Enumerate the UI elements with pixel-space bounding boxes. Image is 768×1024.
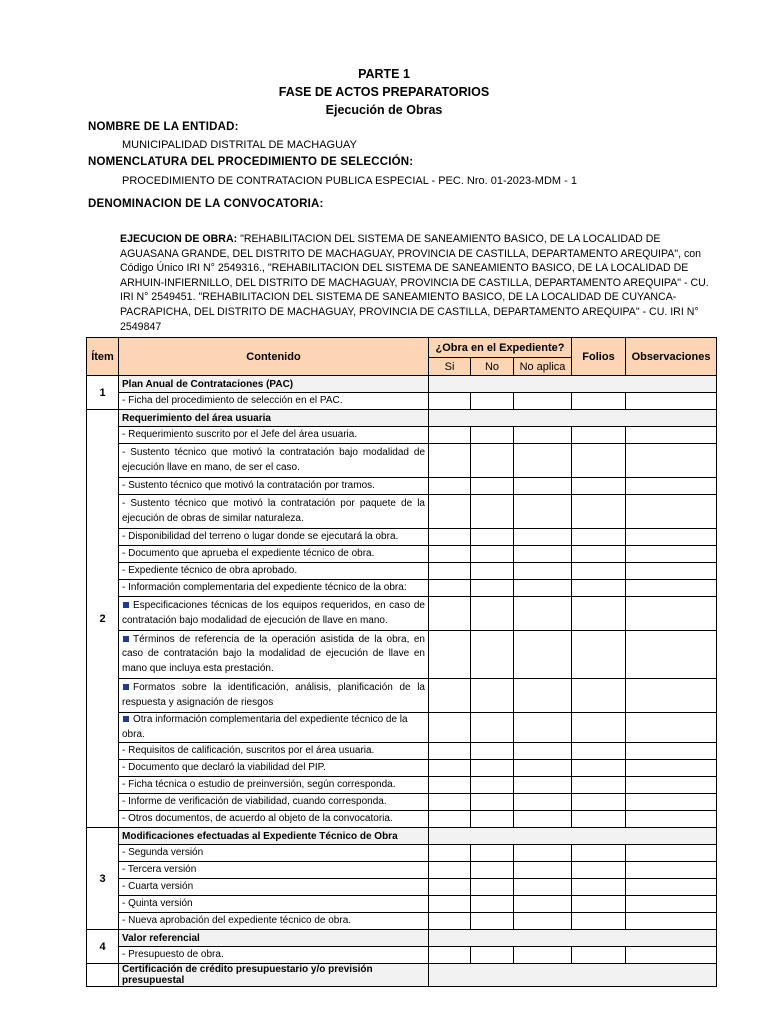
section-number: 2 <box>87 410 119 828</box>
section-title: Valor referencial <box>119 930 429 947</box>
no-cell[interactable] <box>471 777 514 794</box>
section-blank <box>429 410 717 427</box>
na-cell[interactable] <box>514 760 572 777</box>
yes-cell[interactable] <box>429 495 471 529</box>
no-cell[interactable] <box>471 478 514 495</box>
table-row <box>87 794 717 811</box>
observations-cell[interactable] <box>626 913 717 930</box>
observations-cell[interactable] <box>626 679 717 713</box>
observations-cell[interactable] <box>626 845 717 862</box>
observations-cell[interactable] <box>626 777 717 794</box>
table-row <box>87 777 717 794</box>
na-cell[interactable] <box>514 743 572 760</box>
table-row <box>87 631 717 679</box>
table-row <box>87 427 717 444</box>
row-content <box>119 862 429 879</box>
row-text: - Presupuesto de obra. <box>122 948 224 960</box>
table-row <box>87 811 717 828</box>
section-number: 1 <box>87 376 119 410</box>
header-observations: Observaciones <box>626 338 717 376</box>
row-text: - Cuarta versión <box>122 880 194 892</box>
folios-cell[interactable] <box>572 546 626 563</box>
folios-cell[interactable] <box>572 879 626 896</box>
no-cell[interactable] <box>471 913 514 930</box>
observations-cell[interactable] <box>626 862 717 879</box>
no-cell[interactable] <box>471 713 514 743</box>
table-row <box>87 845 717 862</box>
no-cell[interactable] <box>471 444 514 478</box>
table-row <box>87 879 717 896</box>
row-content <box>119 529 429 546</box>
na-cell[interactable] <box>514 879 572 896</box>
observations-cell[interactable] <box>626 563 717 580</box>
folios-cell[interactable] <box>572 713 626 743</box>
no-cell[interactable] <box>471 811 514 828</box>
row-content <box>119 879 429 896</box>
table-row <box>87 495 717 529</box>
yes-cell[interactable] <box>429 896 471 913</box>
row-content <box>119 427 429 444</box>
row-content <box>119 563 429 580</box>
table-row <box>87 597 717 631</box>
no-cell[interactable] <box>471 495 514 529</box>
observations-cell[interactable] <box>626 879 717 896</box>
observations-cell[interactable] <box>626 580 717 597</box>
table-row <box>87 393 717 410</box>
observations-cell[interactable] <box>626 546 717 563</box>
table-row <box>87 913 717 930</box>
entity-value: MUNICIPALIDAD DISTRITAL DE MACHAGUAY <box>122 139 357 151</box>
na-cell[interactable] <box>514 580 572 597</box>
folios-cell[interactable] <box>572 679 626 713</box>
yes-cell[interactable] <box>429 862 471 879</box>
folios-cell[interactable] <box>572 777 626 794</box>
call-prefix: EJECUCION DE OBRA: <box>120 233 238 245</box>
na-cell[interactable] <box>514 777 572 794</box>
row-text: - Ficha del procedimiento de selección en el PAC. <box>122 394 343 406</box>
section-number <box>87 964 119 987</box>
na-cell[interactable] <box>514 713 572 743</box>
na-cell[interactable] <box>514 913 572 930</box>
header-item: Ítem <box>87 338 119 376</box>
na-cell[interactable] <box>514 393 572 410</box>
folios-cell[interactable] <box>572 845 626 862</box>
row-content <box>119 845 429 862</box>
row-content <box>119 896 429 913</box>
no-cell[interactable] <box>471 794 514 811</box>
observations-cell[interactable] <box>626 713 717 743</box>
na-cell[interactable] <box>514 478 572 495</box>
no-cell[interactable] <box>471 546 514 563</box>
table-row <box>87 743 717 760</box>
section-header-row <box>87 376 717 393</box>
row-text: - Documento que aprueba el expediente técnico de obra. <box>122 547 375 559</box>
row-content <box>119 713 429 743</box>
row-text: - Informe de verificación de viabilidad, cuando corresponda. <box>122 795 387 807</box>
row-text: - Sustento técnico que motivó la contratación por paquete de la ejecución de obras de similar naturaleza. <box>122 498 425 524</box>
na-cell[interactable] <box>514 563 572 580</box>
observations-cell[interactable] <box>626 794 717 811</box>
no-cell[interactable] <box>471 947 514 964</box>
table-row <box>87 444 717 478</box>
no-cell[interactable] <box>471 679 514 713</box>
observations-cell[interactable] <box>626 393 717 410</box>
row-text: Términos de referencia de la operación asistida de la obra, en caso de contratación bajo la modalidad de ejecución de llave en mano que incluya esta prestación. <box>122 633 425 674</box>
header-content: Contenido <box>119 338 429 376</box>
observations-cell[interactable] <box>626 444 717 478</box>
section-number: 4 <box>87 930 119 964</box>
na-cell[interactable] <box>514 597 572 631</box>
part-title: PARTE 1 <box>358 67 410 81</box>
table-row <box>87 760 717 777</box>
entity-label: NOMBRE DE LA ENTIDAD: <box>88 121 239 133</box>
observations-cell[interactable] <box>626 743 717 760</box>
row-content <box>119 444 429 478</box>
row-text: - Nueva aprobación del expediente técnico de obra. <box>122 914 352 926</box>
header-folios: Folios <box>572 338 626 376</box>
section-blank <box>429 964 717 987</box>
folios-cell[interactable] <box>572 743 626 760</box>
row-text: - Tercera versión <box>122 863 197 875</box>
observations-cell[interactable] <box>626 427 717 444</box>
observations-cell[interactable] <box>626 760 717 777</box>
yes-cell[interactable] <box>429 811 471 828</box>
observations-cell[interactable] <box>626 478 717 495</box>
table-row <box>87 529 717 546</box>
section-header-row <box>87 964 717 987</box>
yes-cell[interactable] <box>429 597 471 631</box>
row-text: - Otros documentos, de acuerdo al objeto de la convocatoria. <box>122 812 393 824</box>
yes-cell[interactable] <box>429 427 471 444</box>
folios-cell[interactable] <box>572 794 626 811</box>
yes-cell[interactable] <box>429 529 471 546</box>
table-row <box>87 478 717 495</box>
no-cell[interactable] <box>471 427 514 444</box>
row-text: - Requisitos de calificación, suscritos por el área usuaria. <box>122 744 375 756</box>
na-cell[interactable] <box>514 529 572 546</box>
folios-cell[interactable] <box>572 947 626 964</box>
row-text: - Sustento técnico que motivó la contratación bajo modalidad de ejecución llave en mano, de ser el caso. <box>122 447 425 473</box>
row-content <box>119 760 429 777</box>
row-text: - Documento que declaró la viabilidad del PIP. <box>122 761 326 773</box>
square-bullet-icon <box>123 602 129 608</box>
section-blank <box>429 376 717 393</box>
no-cell[interactable] <box>471 879 514 896</box>
na-cell[interactable] <box>514 947 572 964</box>
square-bullet-icon <box>123 716 129 722</box>
row-content <box>119 777 429 794</box>
row-content <box>119 580 429 597</box>
na-cell[interactable] <box>514 679 572 713</box>
yes-cell[interactable] <box>429 679 471 713</box>
row-content <box>119 811 429 828</box>
row-content <box>119 546 429 563</box>
checklist-table <box>86 337 717 987</box>
no-cell[interactable] <box>471 529 514 546</box>
observations-cell[interactable] <box>626 896 717 913</box>
no-cell[interactable] <box>471 631 514 679</box>
section-number: 3 <box>87 828 119 930</box>
row-text: - Ficha técnica o estudio de preinversión, según corresponda. <box>122 778 396 790</box>
row-text: - Sustento técnico que motivó la contratación por tramos. <box>122 479 375 491</box>
folios-cell[interactable] <box>572 478 626 495</box>
no-cell[interactable] <box>471 393 514 410</box>
yes-cell[interactable] <box>429 393 471 410</box>
no-cell[interactable] <box>471 563 514 580</box>
row-text: - Quinta versión <box>122 897 193 909</box>
row-content <box>119 794 429 811</box>
na-cell[interactable] <box>514 546 572 563</box>
yes-cell[interactable] <box>429 794 471 811</box>
folios-cell[interactable] <box>572 393 626 410</box>
folios-cell[interactable] <box>572 529 626 546</box>
subtitle: Ejecución de Obras <box>325 103 443 117</box>
no-cell[interactable] <box>471 743 514 760</box>
folios-cell[interactable] <box>572 896 626 913</box>
table-row <box>87 862 717 879</box>
row-content <box>119 597 429 631</box>
yes-cell[interactable] <box>429 444 471 478</box>
section-title: Certificación de crédito presupuestario y/o previsión presupuestal <box>119 964 429 987</box>
no-cell[interactable] <box>471 597 514 631</box>
na-cell[interactable] <box>514 427 572 444</box>
section-blank <box>429 930 717 947</box>
folios-cell[interactable] <box>572 862 626 879</box>
na-cell[interactable] <box>514 631 572 679</box>
row-content <box>119 947 429 964</box>
folios-cell[interactable] <box>572 580 626 597</box>
observations-cell[interactable] <box>626 495 717 529</box>
folios-cell[interactable] <box>572 563 626 580</box>
row-content <box>119 478 429 495</box>
folios-cell[interactable] <box>572 427 626 444</box>
procedure-label: NOMENCLATURA DEL PROCEDIMIENTO DE SELECCIÓN: <box>88 156 414 168</box>
observations-cell[interactable] <box>626 631 717 679</box>
folios-cell[interactable] <box>572 631 626 679</box>
table-row <box>87 947 717 964</box>
square-bullet-icon <box>123 636 129 642</box>
phase-title: FASE DE ACTOS PREPARATORIOS <box>278 85 490 99</box>
call-label: DENOMINACION DE LA CONVOCATORIA: <box>88 198 324 210</box>
no-cell[interactable] <box>471 862 514 879</box>
table-row <box>87 679 717 713</box>
yes-cell[interactable] <box>429 777 471 794</box>
yes-cell[interactable] <box>429 845 471 862</box>
section-header-row <box>87 410 717 427</box>
row-text: - Información complementaria del expediente técnico de la obra: <box>122 581 407 593</box>
yes-cell[interactable] <box>429 478 471 495</box>
na-cell[interactable] <box>514 896 572 913</box>
yes-cell[interactable] <box>429 743 471 760</box>
no-cell[interactable] <box>471 580 514 597</box>
row-content <box>119 631 429 679</box>
observations-cell[interactable] <box>626 947 717 964</box>
observations-cell[interactable] <box>626 529 717 546</box>
call-text: "REHABILITACION DEL SISTEMA DE SANEAMIENTO BASICO, DE LA LOCALIDAD DE AGUASANA GRANDE, DEL DISTRITO DE MACHAGUAY, PROVINCIA DE CASTILLA, DEPARTAMENTO AREQUIPA", con Código Único IRI N° 2549316., "REHABILITACION DEL SISTEMA DE SANEAMIENTO BASICO, DE LA LOCALIDAD DE ARHUIN-INFIERNILLO, DEL DISTRITO DE MACHAGUAY, PROVINCIA DE CASTILLA, DEPARTAMENTO AREQUIPA" - CU. IRI N° 2549451. "REHABILITACION DEL SISTEMA DE SANEAMIENTO BASICO, DE LA LOCALIDAD DE CUYANCA-PACRAPICHA, DEL DISTRITO DE MACHAGUAY, PROVINCIA DE CASTILLA, DEPARTAMENTO AREQUIPA" - CU. IRI N° 2549847 <box>120 233 709 333</box>
row-text: - Segunda versión <box>122 846 204 858</box>
section-blank <box>429 828 717 845</box>
folios-cell[interactable] <box>572 811 626 828</box>
observations-cell[interactable] <box>626 597 717 631</box>
section-title: Plan Anual de Contrataciones (PAC) <box>119 376 429 393</box>
observations-cell[interactable] <box>626 811 717 828</box>
row-text: - Requerimiento suscrito por el Jefe del área usuaria. <box>122 428 358 440</box>
table-row <box>87 563 717 580</box>
row-text: Otra información complementaria del expediente técnico de la obra. <box>122 714 408 740</box>
yes-cell[interactable] <box>429 546 471 563</box>
procedure-value: PROCEDIMIENTO DE CONTRATACION PUBLICA ESPECIAL - PEC. Nro. 01-2023-MDM - 1 <box>122 175 577 187</box>
row-text: Formatos sobre la identificación, análisis, planificación de la respuesta y asignación de riesgos <box>122 682 425 708</box>
na-cell[interactable] <box>514 794 572 811</box>
row-content <box>119 743 429 760</box>
header-na: No aplica <box>514 358 572 376</box>
yes-cell[interactable] <box>429 563 471 580</box>
folios-cell[interactable] <box>572 597 626 631</box>
yes-cell[interactable] <box>429 913 471 930</box>
na-cell[interactable] <box>514 495 572 529</box>
na-cell[interactable] <box>514 444 572 478</box>
table-row <box>87 896 717 913</box>
folios-cell[interactable] <box>572 444 626 478</box>
row-text: - Expediente técnico de obra aprobado. <box>122 564 298 576</box>
yes-cell[interactable] <box>429 879 471 896</box>
header-yes: Si <box>429 358 471 376</box>
na-cell[interactable] <box>514 811 572 828</box>
yes-cell[interactable] <box>429 947 471 964</box>
table-row <box>87 546 717 563</box>
folios-cell[interactable] <box>572 495 626 529</box>
folios-cell[interactable] <box>572 913 626 930</box>
no-cell[interactable] <box>471 845 514 862</box>
yes-cell[interactable] <box>429 760 471 777</box>
table-row <box>87 580 717 597</box>
section-header-row <box>87 828 717 845</box>
folios-cell[interactable] <box>572 760 626 777</box>
no-cell[interactable] <box>471 896 514 913</box>
na-cell[interactable] <box>514 845 572 862</box>
table-row <box>87 713 717 743</box>
row-content <box>119 679 429 713</box>
yes-cell[interactable] <box>429 713 471 743</box>
row-content <box>119 913 429 930</box>
section-header-row <box>87 930 717 947</box>
section-title: Requerimiento del área usuaria <box>119 410 429 427</box>
row-content <box>119 393 429 410</box>
call-description <box>120 232 720 334</box>
square-bullet-icon <box>123 684 129 690</box>
header-no: No <box>471 358 514 376</box>
na-cell[interactable] <box>514 862 572 879</box>
section-title: Modificaciones efectuadas al Expediente Técnico de Obra <box>119 828 429 845</box>
header-in-file: ¿Obra en el Expediente? <box>429 338 572 358</box>
row-text: - Disponibilidad del terreno o lugar donde se ejecutará la obra. <box>122 530 399 542</box>
yes-cell[interactable] <box>429 580 471 597</box>
no-cell[interactable] <box>471 760 514 777</box>
yes-cell[interactable] <box>429 631 471 679</box>
row-content <box>119 495 429 529</box>
row-text: Especificaciones técnicas de los equipos requeridos, en caso de contratación bajo modalidad de ejecución de llave en mano. <box>122 600 425 626</box>
